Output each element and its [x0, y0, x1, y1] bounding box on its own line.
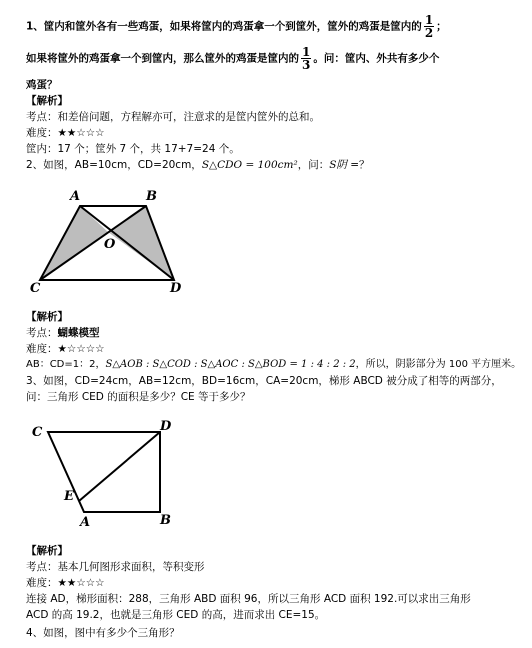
shaded-area-symbol: S阴 [329, 159, 347, 171]
butterfly-trapezoid-figure [24, 184, 194, 296]
difficulty-2: 难度：★☆☆☆☆ [26, 343, 105, 355]
solution-3-line-1: 连接 AD，梯形面积：288，三角形 ABD 面积 96，所以三角形 ACD 面积 192.可以求出三角形 [26, 593, 471, 605]
label-D: D [170, 281, 182, 296]
label-D-fig3: D [160, 419, 172, 434]
fraction-one-third: $\frac{1}{3}$ [302, 45, 311, 72]
analysis-heading-2: 【解析】 [26, 311, 68, 323]
problem-3-line-1: 3、如图，CD=24cm，AB=12cm，BD=16cm，CA=20cm，梯形 ABCD 被分成了相等的两部分， [26, 375, 502, 387]
difficulty-stars-2: ★☆☆☆☆ [57, 343, 105, 355]
analysis-heading-3: 【解析】 [26, 545, 68, 557]
key-point-2: 考点：蝴蝶模型 [26, 327, 100, 339]
area-ratio-formula: S△AOB : S△COD : S△AOC : S△BOD = 1 : 4 : 2 : 2 [105, 359, 356, 370]
label-A-fig3: A [80, 515, 91, 530]
solution-3-line-2: ACD 的高 19.2，也就是三角形 CED 的高，进而求出 CE=15。 [26, 609, 326, 621]
label-B: B [146, 189, 157, 204]
fraction-one-half: $\frac{1}{2}$ [424, 13, 434, 40]
problem-1-line-3: 鸡蛋？ [26, 79, 58, 91]
label-E-fig3: E [64, 489, 74, 504]
difficulty-1: 难度：★★☆☆☆ [26, 127, 105, 139]
area-cdo-formula: S△CDO = 100cm² [201, 159, 298, 171]
problem-1-text-b: 如果将筐外的鸡蛋拿一个到筐内，那么筐外的鸡蛋是筐内的 [26, 52, 299, 65]
label-C-fig3: C [32, 425, 43, 440]
label-A: A [70, 189, 81, 204]
problem-3-line-2: 问：三角形 CED 的面积是多少？CE 等于多少？ [26, 391, 251, 403]
difficulty-stars-1: ★★☆☆☆ [57, 127, 105, 139]
answer-1: 筐内：17 个；筐外 7 个，共 17+7=24 个。 [26, 143, 240, 155]
key-point-1: 考点：和差倍问题，方程解亦可，注意求的是筐内筐外的总和。 [26, 111, 320, 123]
difficulty-stars-3: ★★☆☆☆ [57, 577, 105, 589]
problem-2-question: 2、如图，AB=10cm，CD=20cm，S△CDO = 100cm²，问：S阴 =？ [26, 159, 370, 171]
problem-1-text-a: 1、筐内和筐外各有一些鸡蛋，如果将筐内的鸡蛋拿一个到筐外，筐外的鸡蛋是筐内的 [26, 20, 422, 33]
problem-4-question: 4、如图，图中有多少个三角形？ [26, 627, 180, 639]
problem-1-line-2: 如果将筐外的鸡蛋拿一个到筐内，那么筐外的鸡蛋是筐内的 $\frac{1}{3}$ 。问：筐内、外共有多少个 [26, 45, 440, 72]
label-C: C [30, 281, 41, 296]
key-point-3: 考点：基本几何图形求面积，等积变形 [26, 561, 205, 573]
solution-2: AB：CD=1：2，S△AOB : S△COD : S△AOC : S△BOD = 1 : 4 : 2 : 2，所以，阴影部分为 100 平方厘米。 [26, 359, 522, 370]
analysis-heading-1: 【解析】 [26, 95, 68, 107]
label-O: O [104, 237, 116, 252]
difficulty-3: 难度：★★☆☆☆ [26, 577, 105, 589]
problem-1-line-1: 1、筐内和筐外各有一些鸡蛋，如果将筐内的鸡蛋拿一个到筐外，筐外的鸡蛋是筐内的 $\frac{1}{2}$ ； [26, 13, 447, 40]
trapezoid-cde-figure [26, 414, 196, 532]
label-B-fig3: B [160, 513, 171, 528]
